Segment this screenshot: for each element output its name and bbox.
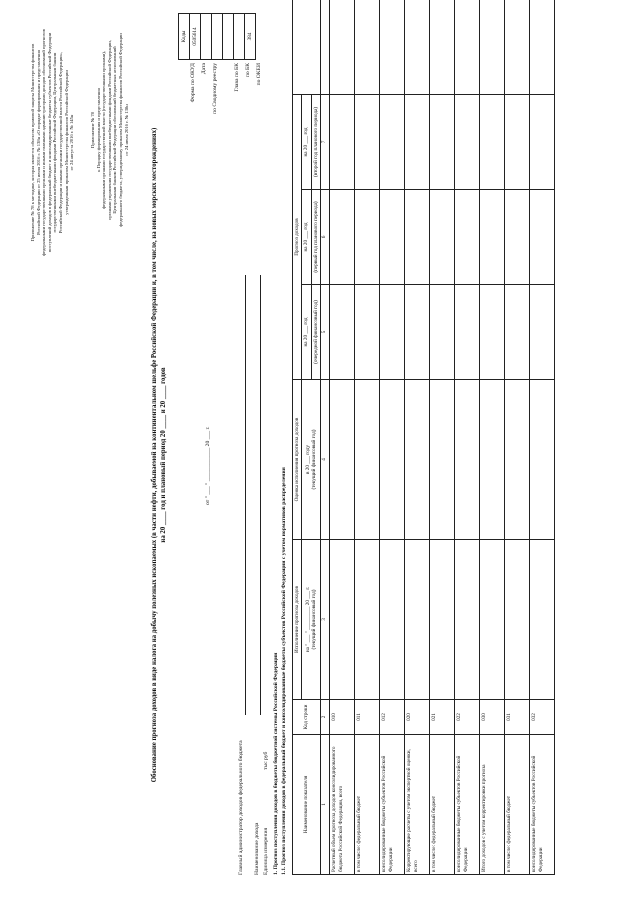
row-name: Итого доходов с учетом корректировки прогноза <box>480 735 505 875</box>
value-cell[interactable] <box>530 380 555 540</box>
value-cell[interactable] <box>430 190 455 285</box>
value-cell[interactable] <box>330 285 355 380</box>
appendix-note <box>90 5 129 255</box>
value-cell[interactable] <box>405 0 430 94</box>
value-cell[interactable] <box>455 94 480 189</box>
row-name: консолидированные бюджеты субъектов Российской Федерации <box>530 735 555 875</box>
col-header-f1-note: (очередной финансовый год) <box>311 285 320 380</box>
col-header-code: Код строки <box>293 700 321 735</box>
header-note-line: поступлений доходов в федеральный бюджет и консолидированные бюджеты субъектов Российской Федерации <box>46 32 52 253</box>
value-cell[interactable] <box>530 94 555 189</box>
codes-table <box>178 13 256 60</box>
header-note-line: федеральными государственными органами и иными главными администраторами доходов обоснований прогнозов <box>41 29 47 256</box>
code-okei: 384 <box>245 14 256 60</box>
col-header-approved-sub <box>302 540 321 700</box>
col-number: 1 <box>321 735 330 875</box>
col-header-approved <box>293 540 302 700</box>
label-date: Дата <box>201 63 207 75</box>
value-cell[interactable] <box>480 190 505 285</box>
section-1-1-heading: 1.1. Прогноз поступления доходов в федеральный бюджет и консолидированные бюджеты субъектов Российской Федерации с учетом нормативов распределения <box>281 467 287 875</box>
value-cell[interactable] <box>380 0 405 94</box>
value-cell[interactable] <box>530 285 555 380</box>
row-code: 032 <box>530 700 555 735</box>
value-cell[interactable] <box>355 540 380 700</box>
row-name: в том числе: федеральный бюджет <box>355 735 380 875</box>
table-row <box>480 0 505 875</box>
col-header-estimate-sub <box>302 380 321 540</box>
value-cell[interactable] <box>480 285 505 380</box>
table-row <box>330 0 355 875</box>
value-cell[interactable] <box>355 94 380 189</box>
col-number: 5 <box>321 285 330 380</box>
table-body <box>330 0 555 875</box>
row-code: 020 <box>405 700 430 735</box>
value-cell[interactable] <box>455 285 480 380</box>
value-cell[interactable] <box>530 540 555 700</box>
value-cell[interactable] <box>505 540 530 700</box>
value-cell[interactable] <box>530 0 555 94</box>
codes-header: Коды <box>179 14 190 60</box>
col-number: 2 <box>321 700 330 735</box>
value-cell[interactable] <box>355 190 380 285</box>
table-row <box>430 0 455 875</box>
col-header-approved-date: на " ___ " _________ 20 ___ г. <box>304 586 311 653</box>
col-header-estimate-date: в 20 ___ году <box>304 445 311 474</box>
col-number: 4 <box>321 380 330 540</box>
code-okud: 0505614 <box>190 14 201 60</box>
value-cell[interactable] <box>380 540 405 700</box>
row-name: консолидированные бюджеты субъектов Российской Федерации <box>380 735 405 875</box>
income-label: Наименование дохода <box>254 822 260 875</box>
col-header-approved-title: Исполнение прогноза доходов <box>294 586 300 653</box>
value-cell[interactable] <box>480 380 505 540</box>
header-note-line: от 24 августа 2016 г. № 145н <box>69 114 75 171</box>
appendix-note-line: к Порядку формирования и представления <box>95 88 101 172</box>
value-cell[interactable] <box>430 0 455 94</box>
value-cell[interactable] <box>380 94 405 189</box>
row-code: 022 <box>455 700 480 735</box>
value-cell[interactable] <box>430 285 455 380</box>
value-cell[interactable] <box>505 285 530 380</box>
value-cell[interactable] <box>455 0 480 94</box>
table-row <box>505 0 530 875</box>
row-code: 010 <box>330 700 355 735</box>
value-cell[interactable] <box>530 190 555 285</box>
value-cell[interactable] <box>505 380 530 540</box>
table-row <box>405 0 430 875</box>
value-cell[interactable] <box>430 94 455 189</box>
col-header-blank <box>293 0 321 94</box>
value-cell[interactable] <box>405 190 430 285</box>
col-header-f1: на 20 ___ год <box>302 285 311 380</box>
col-header-forecast: Прогноз доходов <box>293 94 302 379</box>
label-chapter: Глава по БК <box>234 63 240 92</box>
table-row <box>530 0 555 875</box>
title-line-2: на 20 ____ год и плановый период 20 ____ и 20 ____ годов <box>160 367 167 543</box>
label-okud: Форма по ОКУД <box>190 63 196 103</box>
code-bk <box>234 14 245 60</box>
appendix-note-line: федерального бюджета, утвержденному приказом Министерства финансов Российской Федерации <box>117 33 123 227</box>
row-code: 030 <box>480 700 505 735</box>
document-title <box>150 105 168 805</box>
appendix-note-line: органами управления государственными внебюджетными фондами Российской Федерации, <box>106 40 112 220</box>
value-cell[interactable] <box>405 94 430 189</box>
income-underline <box>260 275 261 715</box>
value-cell[interactable] <box>380 380 405 540</box>
col-header-name: Наименование показателя <box>293 735 321 875</box>
row-code: 021 <box>430 700 455 735</box>
row-name: Корректирующие расчеты с учетом экспертной оценки, всего <box>405 735 430 875</box>
value-cell[interactable] <box>430 540 455 700</box>
col-number: 7 <box>321 94 330 189</box>
value-cell[interactable] <box>480 0 505 94</box>
section-1-heading: 1. Прогноз поступления доходов в бюджеты бюджетной системы Российской Федерации <box>273 652 279 875</box>
header-note-line: утвержденным приказом Министерства финансов Российской Федерации <box>63 70 69 215</box>
header-note-line: государственными внебюджетными фондами Российской Федерации, Центральным банком <box>52 52 58 233</box>
col-header-estimate-year: (текущий финансовый год) <box>311 429 318 490</box>
value-cell[interactable] <box>480 540 505 700</box>
appendix-note-line: Центральным банком Российской Федерации обоснований бюджетных ассигнований <box>112 46 118 214</box>
label-bk: по БК <box>245 63 251 78</box>
value-cell[interactable] <box>330 0 355 94</box>
value-cell[interactable] <box>380 285 405 380</box>
appendix-note-line: от 24 июля 2016 г. № 138н <box>123 104 129 156</box>
appendix-note-line: Приложение № 78 <box>90 112 95 148</box>
col-number: 3 <box>321 540 330 700</box>
col-header-estimate-title: Оценка исполнения прогноза доходов <box>294 417 300 502</box>
code-chapter <box>223 14 234 60</box>
table-row <box>455 0 480 875</box>
row-name: в том числе: федеральный бюджет <box>505 735 530 875</box>
admin-underline <box>245 275 246 715</box>
header-note-line: Приложение № 78 к методике, которая является объектом правовой защиты Министерства финансов <box>30 43 35 242</box>
value-cell[interactable] <box>355 285 380 380</box>
value-cell[interactable] <box>505 0 530 94</box>
value-cell[interactable] <box>480 94 505 189</box>
col-header-f3-note: (второй год планового периода) <box>311 94 320 189</box>
row-name: в том числе: федеральный бюджет <box>430 735 455 875</box>
row-name: Расчетный объем прогноза доходов консолидированного бюджета Российской Федерации, всего <box>330 735 355 875</box>
col-header-f2-note: (первый год планового периода) <box>311 190 320 285</box>
col-number: 6 <box>321 190 330 285</box>
value-cell[interactable] <box>380 190 405 285</box>
value-cell[interactable] <box>405 380 430 540</box>
value-cell[interactable] <box>330 380 355 540</box>
value-cell[interactable] <box>405 540 430 700</box>
header-note <box>30 5 75 280</box>
value-cell[interactable] <box>455 190 480 285</box>
col-header-f2: на 20 ___ год <box>302 190 311 285</box>
date-line: от " ___ " ____________ 20 ___ г. <box>205 426 211 505</box>
row-code: 031 <box>505 700 530 735</box>
value-cell[interactable] <box>405 285 430 380</box>
label-okei: по ОКЕИ <box>256 63 262 86</box>
col-header-approved-year: (текущий финансовый год) <box>311 589 318 650</box>
value-cell[interactable] <box>330 94 355 189</box>
value-cell[interactable] <box>330 540 355 700</box>
value-cell[interactable] <box>455 380 480 540</box>
col-header-f3: на 20 ___ год <box>302 94 311 189</box>
code-registry <box>212 14 223 60</box>
unit-label: Единица измерения <box>263 827 269 875</box>
col-number-blank <box>321 0 330 94</box>
table-row <box>380 0 405 875</box>
value-cell[interactable] <box>505 190 530 285</box>
forecast-table <box>292 0 555 875</box>
value-cell[interactable] <box>330 190 355 285</box>
value-cell[interactable] <box>505 94 530 189</box>
appendix-note-line: федеральными органами государственной власти (государственными органами), <box>101 51 107 209</box>
table-row <box>355 0 380 875</box>
header-note-line: Российской Федерации от 25 июля 2016 г. № 138н «О порядке формирования и представления <box>35 50 41 235</box>
label-registry: по Сводному реестру <box>212 63 218 114</box>
value-cell[interactable] <box>455 540 480 700</box>
title-line-1: Обоснование прогноза доходов в виде налога на добычу полезных ископаемых (в части нефти, добываемой на континентальном шельфе Российской Федерации и, в том числе, на новых морских месторождениях) <box>151 127 158 783</box>
row-name: консолидированные бюджеты субъектов Российской Федерации <box>455 735 480 875</box>
value-cell[interactable] <box>355 0 380 94</box>
unit-value: тыс руб <box>263 751 269 770</box>
row-code: 012 <box>380 700 405 735</box>
row-code: 011 <box>355 700 380 735</box>
code-date <box>201 14 212 60</box>
value-cell[interactable] <box>430 380 455 540</box>
header-note-line: Российской Федерации и иными органами государственной власти Российской Федерации», <box>57 51 63 234</box>
admin-label: Главный администратор доходов федерального бюджета <box>238 740 244 875</box>
col-header-estimate <box>293 380 302 540</box>
value-cell[interactable] <box>355 380 380 540</box>
